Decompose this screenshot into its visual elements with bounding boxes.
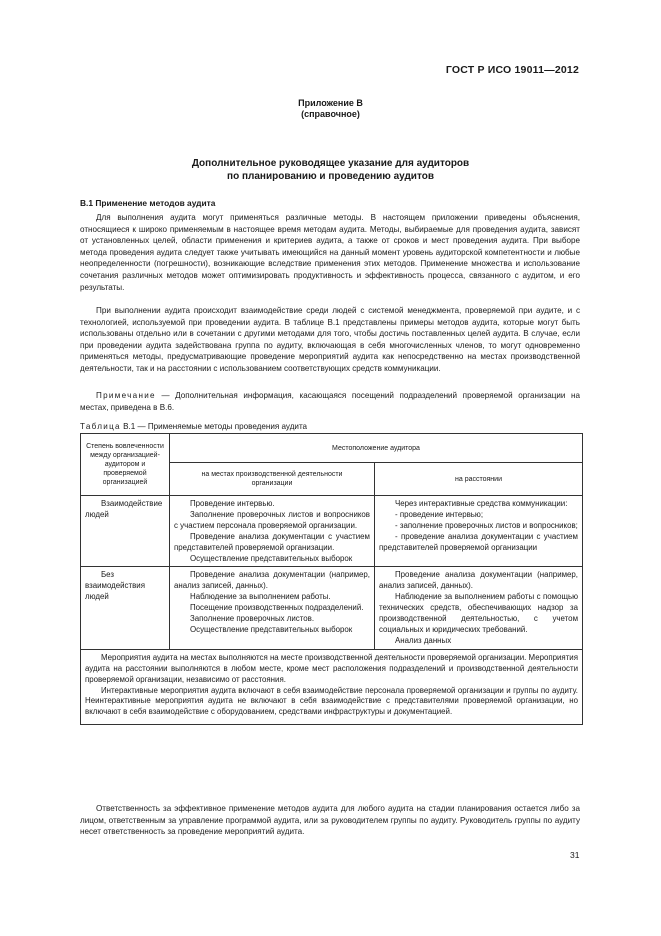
cell-remote-interaction: Через интерактивные средства коммуникации: - проведение интервью; - заполнение проверочных листов и вопросников; - проведение анализа документации с участием представителей проверяемой организации	[375, 496, 583, 567]
row-label-interaction: Взаимодействие людей	[81, 496, 170, 567]
section-heading: В.1 Применение методов аудита	[80, 198, 216, 208]
table-row	[81, 496, 583, 567]
table-note: Интерактивные мероприятия аудита включают в себя взаимодействие персонала проверяемой организации и группы по аудиту. Неинтерактивные мероприятия аудита не включают в себя взаимодействие с представителями проверяемой организации, но включают в себя взаимодействие с оборудованием, средствами инфраструктуры и документацией.	[85, 685, 578, 717]
cell-onsite-no-interaction: Проведение анализа документации (например, анализ записей, данных). Наблюдение за выполнением работы. Посещение производственных подразделений. Заполнение проверочных листов. Осуществление представительных выборок	[170, 567, 375, 649]
table-caption	[80, 422, 307, 431]
cell-remote-no-interaction: Проведение анализа документации (например, анализ записей, данных). Наблюдение за выполнением работы с помощью технических средств, обеспечивающих надзор за производственной деятельностью, с учетом социальных и юридических требований. Анализ данных	[375, 567, 583, 649]
standard-header: ГОСТ Р ИСО 19011—2012	[445, 64, 579, 76]
page-number: 31	[570, 850, 580, 860]
document-title-line1: Дополнительное руководящее указание для аудиторов	[191, 158, 470, 169]
cell-onsite-interaction: Проведение интервью. Заполнение проверочных листов и вопросников с участием персонала проверяемой организации. Проведение анализа документации с участием представителей проверяемой организации. Осуществление представительных выборок	[170, 496, 375, 567]
row-label-no-interaction: Без взаимодействия людей	[81, 567, 170, 649]
closing-paragraph: Ответственность за эффективное применение методов аудита для любого аудита на стадии планирования остается либо за лицом, ответственным за управление программой аудита, или за руководителем группы по аудиту. Руководитель группы по аудиту несет ответственность за проведение мероприятий аудита.	[80, 804, 580, 837]
note-text: — Дополнительная информация, касающаяся посещений подразделений проверяемой организации на местах, приведена в В.6.	[80, 391, 580, 412]
annex-heading	[0, 98, 661, 120]
paragraph-methods: Для выполнения аудита могут применяться различные методы. В настоящем приложении приведены объяснения, относящиеся к широко применяемым в настоящее время методам аудита. Методы, выбираемые для проведения аудита, зависят от установленных целей, области применения и критериев аудита, а также от сроков и мест проведения аудита. При выборе метода проведения аудита следует также учитывать имеющийся на данный момент уровень аудиторской компетентности и любые неопределенности (погрешности), возникающие вследствие применения этих методов. Применение множества и использование сочетания различных методов может оптимизировать продуктивность и эффективность процесса, связанного с аудитом, и его результаты.	[80, 213, 580, 292]
table-note: Мероприятия аудита на местах выполняются на месте производственной деятельности проверяемой организации. Мероприятия аудита на расстоянии выполняются в любом месте, кроме мест расположения подразделений и производственной деятельности проверяемой организации, независимо от расстояния.	[85, 652, 578, 684]
document-title-line2: по планированию и проведению аудитов	[227, 171, 434, 182]
header-degree: Степень вовлеченности между организацией-аудитором и проверяемой организацией	[81, 434, 170, 496]
annex-title: Приложение В	[298, 98, 363, 108]
header-onsite: на местах производственной деятельности организации	[170, 463, 375, 496]
header-remote: на расстоянии	[375, 463, 583, 496]
table-row	[81, 567, 583, 649]
header-location: Местоположение аудитора	[170, 434, 583, 463]
table-notes	[81, 649, 583, 724]
table-notes-row	[81, 649, 583, 724]
table-caption-label: Таблица	[80, 422, 121, 431]
annex-subtitle: (справочное)	[301, 109, 360, 119]
note-label: Примечание	[96, 391, 156, 400]
document-title	[0, 157, 661, 183]
paragraph-interaction: При выполнении аудита происходит взаимодействие среди людей с системой менеджмента, проверяемой при аудите, и с технологией, используемой при проведении аудита. В таблице В.1 представлены примеры методов аудита, которые могут быть использованы отдельно или в сочетании с другими методами для того, чтобы достичь поставленных целей аудита. В случае, если при проведении аудита задействована группа по аудиту, включающая в себя многочисленных членов, то могут одновременно применяться методы, предусматривающие проведение мероприятий аудита как непосредственно на местах производственной деятельности, так и на расстоянии с использованием соответствующих средств коммуникации.	[80, 306, 580, 373]
table-caption-text: В.1 — Применяемые методы проведения аудита	[120, 422, 308, 431]
note-paragraph	[80, 390, 580, 413]
audit-methods-table	[80, 433, 583, 725]
